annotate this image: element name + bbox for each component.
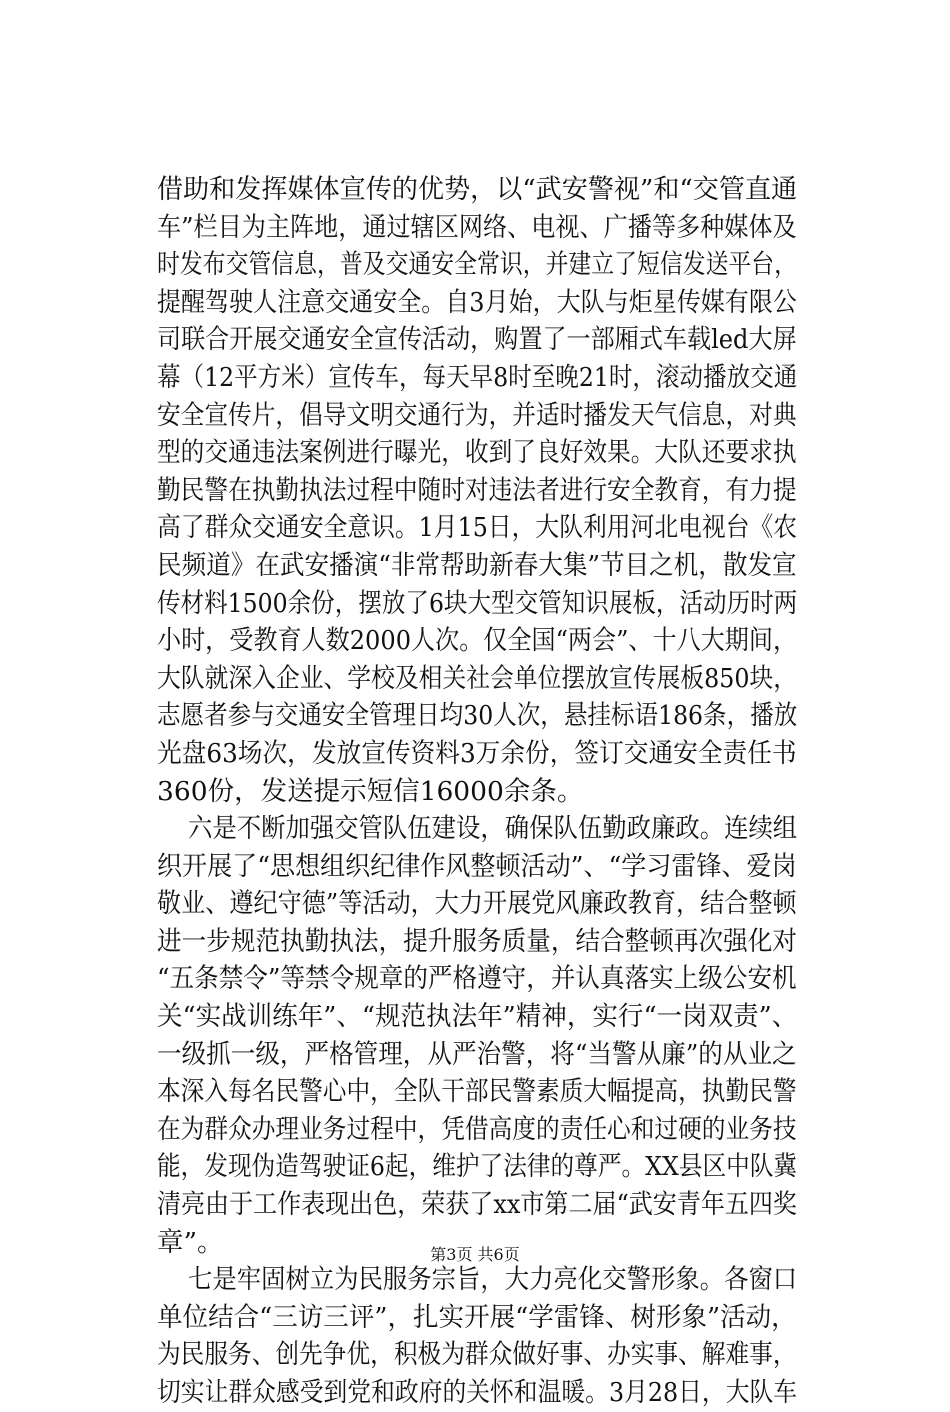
text-line: 型的交通违法案例进行曝光，收到了良好效果。大队还要求执 (157, 437, 797, 469)
page-footer: 第3页 共6页 (430, 1245, 520, 1264)
text-line: 切实让群众感受到党和政府的关怀和温暖。3月28日，大队车 (157, 1377, 798, 1408)
text-line: 七是牢固树立为民服务宗旨，大力亮化交警形象。各窗口 (157, 1264, 798, 1296)
text-line: 能，发现伪造驾驶证6起，维护了法律的尊严。XX县区中队冀 (157, 1151, 798, 1183)
text-line: 司联合开展交通安全宣传活动，购置了一部厢式车载led大屏 (157, 324, 797, 356)
text-line: 章”。 (157, 1226, 224, 1258)
text-line: 本深入每名民警心中，全队干部民警素质大幅提高，执勤民警 (157, 1076, 797, 1108)
text-line: 勤民警在执勤执法过程中随时对违法者进行安全教育，有力提 (157, 474, 797, 506)
text-line: 大队就深入企业、学校及相关社会单位摆放宣传展板850块， (157, 662, 798, 694)
text-line: 关“实战训练年”、“规范执法年”精神，实行“一岗双责”、 (157, 1001, 798, 1033)
text-line: 敬业、遵纪守德”等活动，大力开展党风廉政教育，结合整顿 (157, 888, 797, 920)
text-line: 光盘63场次，发放宣传资料3万余份，签订交通安全责任书 (157, 737, 797, 769)
text-line: 360份，发送提示短信16000余条。 (157, 775, 584, 807)
text-line: 志愿者参与交通安全管理日均30人次，悬挂标语186条，播放 (157, 700, 798, 732)
text-line: 一级抓一级，严格管理，从严治警，将“当警从廉”的从业之 (157, 1038, 797, 1070)
text-line: 时发布交管信息，普及交通安全常识，并建立了短信发送平台， (157, 249, 797, 281)
text-line: 传材料1500余份，摆放了6块大型交管知识展板，活动历时两 (157, 587, 798, 619)
text-line: 织开展了“思想组织纪律作风整顿活动”、“学习雷锋、爱岗 (157, 850, 797, 882)
text-line: 六是不断加强交管队伍建设，确保队伍勤政廉政。连续组 (157, 813, 798, 845)
text-line: 为民服务、创先争优，积极为群众做好事、办实事、解难事， (157, 1339, 797, 1371)
text-line: 高了群众交通安全意识。1月15日，大队利用河北电视台《农 (157, 512, 798, 544)
text-line: 借助和发挥媒体宣传的优势，以“武安警视”和“交管直通 (157, 174, 798, 205)
text-line: 清亮由于工作表现出色，荣获了xx市第二届“武安青年五四奖 (157, 1189, 797, 1221)
text-line: 单位结合“三访三评”，扎实开展“学雷锋、树形象”活动， (157, 1301, 797, 1333)
text-line: 在为群众办理业务过程中，凭借高度的责任心和过硬的业务技 (157, 1113, 797, 1145)
text-line: 车”栏目为主阵地，通过辖区网络、电视、广播等多种媒体及 (157, 211, 797, 243)
text-line: 小时，受教育人数2000人次。仅全国“两会”、十八大期间， (157, 625, 798, 657)
text-line: 安全宣传片，倡导文明交通行为，并适时播发天气信息，对典 (157, 399, 797, 431)
text-line: 民频道》在武安播演“非常帮助新春大集”节目之机，散发宣 (157, 549, 797, 581)
text-line: 进一步规范执勤执法，提升服务质量，结合整顿再次强化对 (157, 925, 797, 957)
text-line: “五条禁令”等禁令规章的严格遵守，并认真落实上级公安机 (157, 963, 797, 995)
body-text (157, 171, 797, 1412)
text-line: 提醒驾驶人注意交通安全。自3月始，大队与炬星传媒有限公 (157, 286, 797, 318)
text-line: 幕（12平方米）宣传车，每天早8时至晚21时，滚动播放交通 (157, 361, 798, 393)
